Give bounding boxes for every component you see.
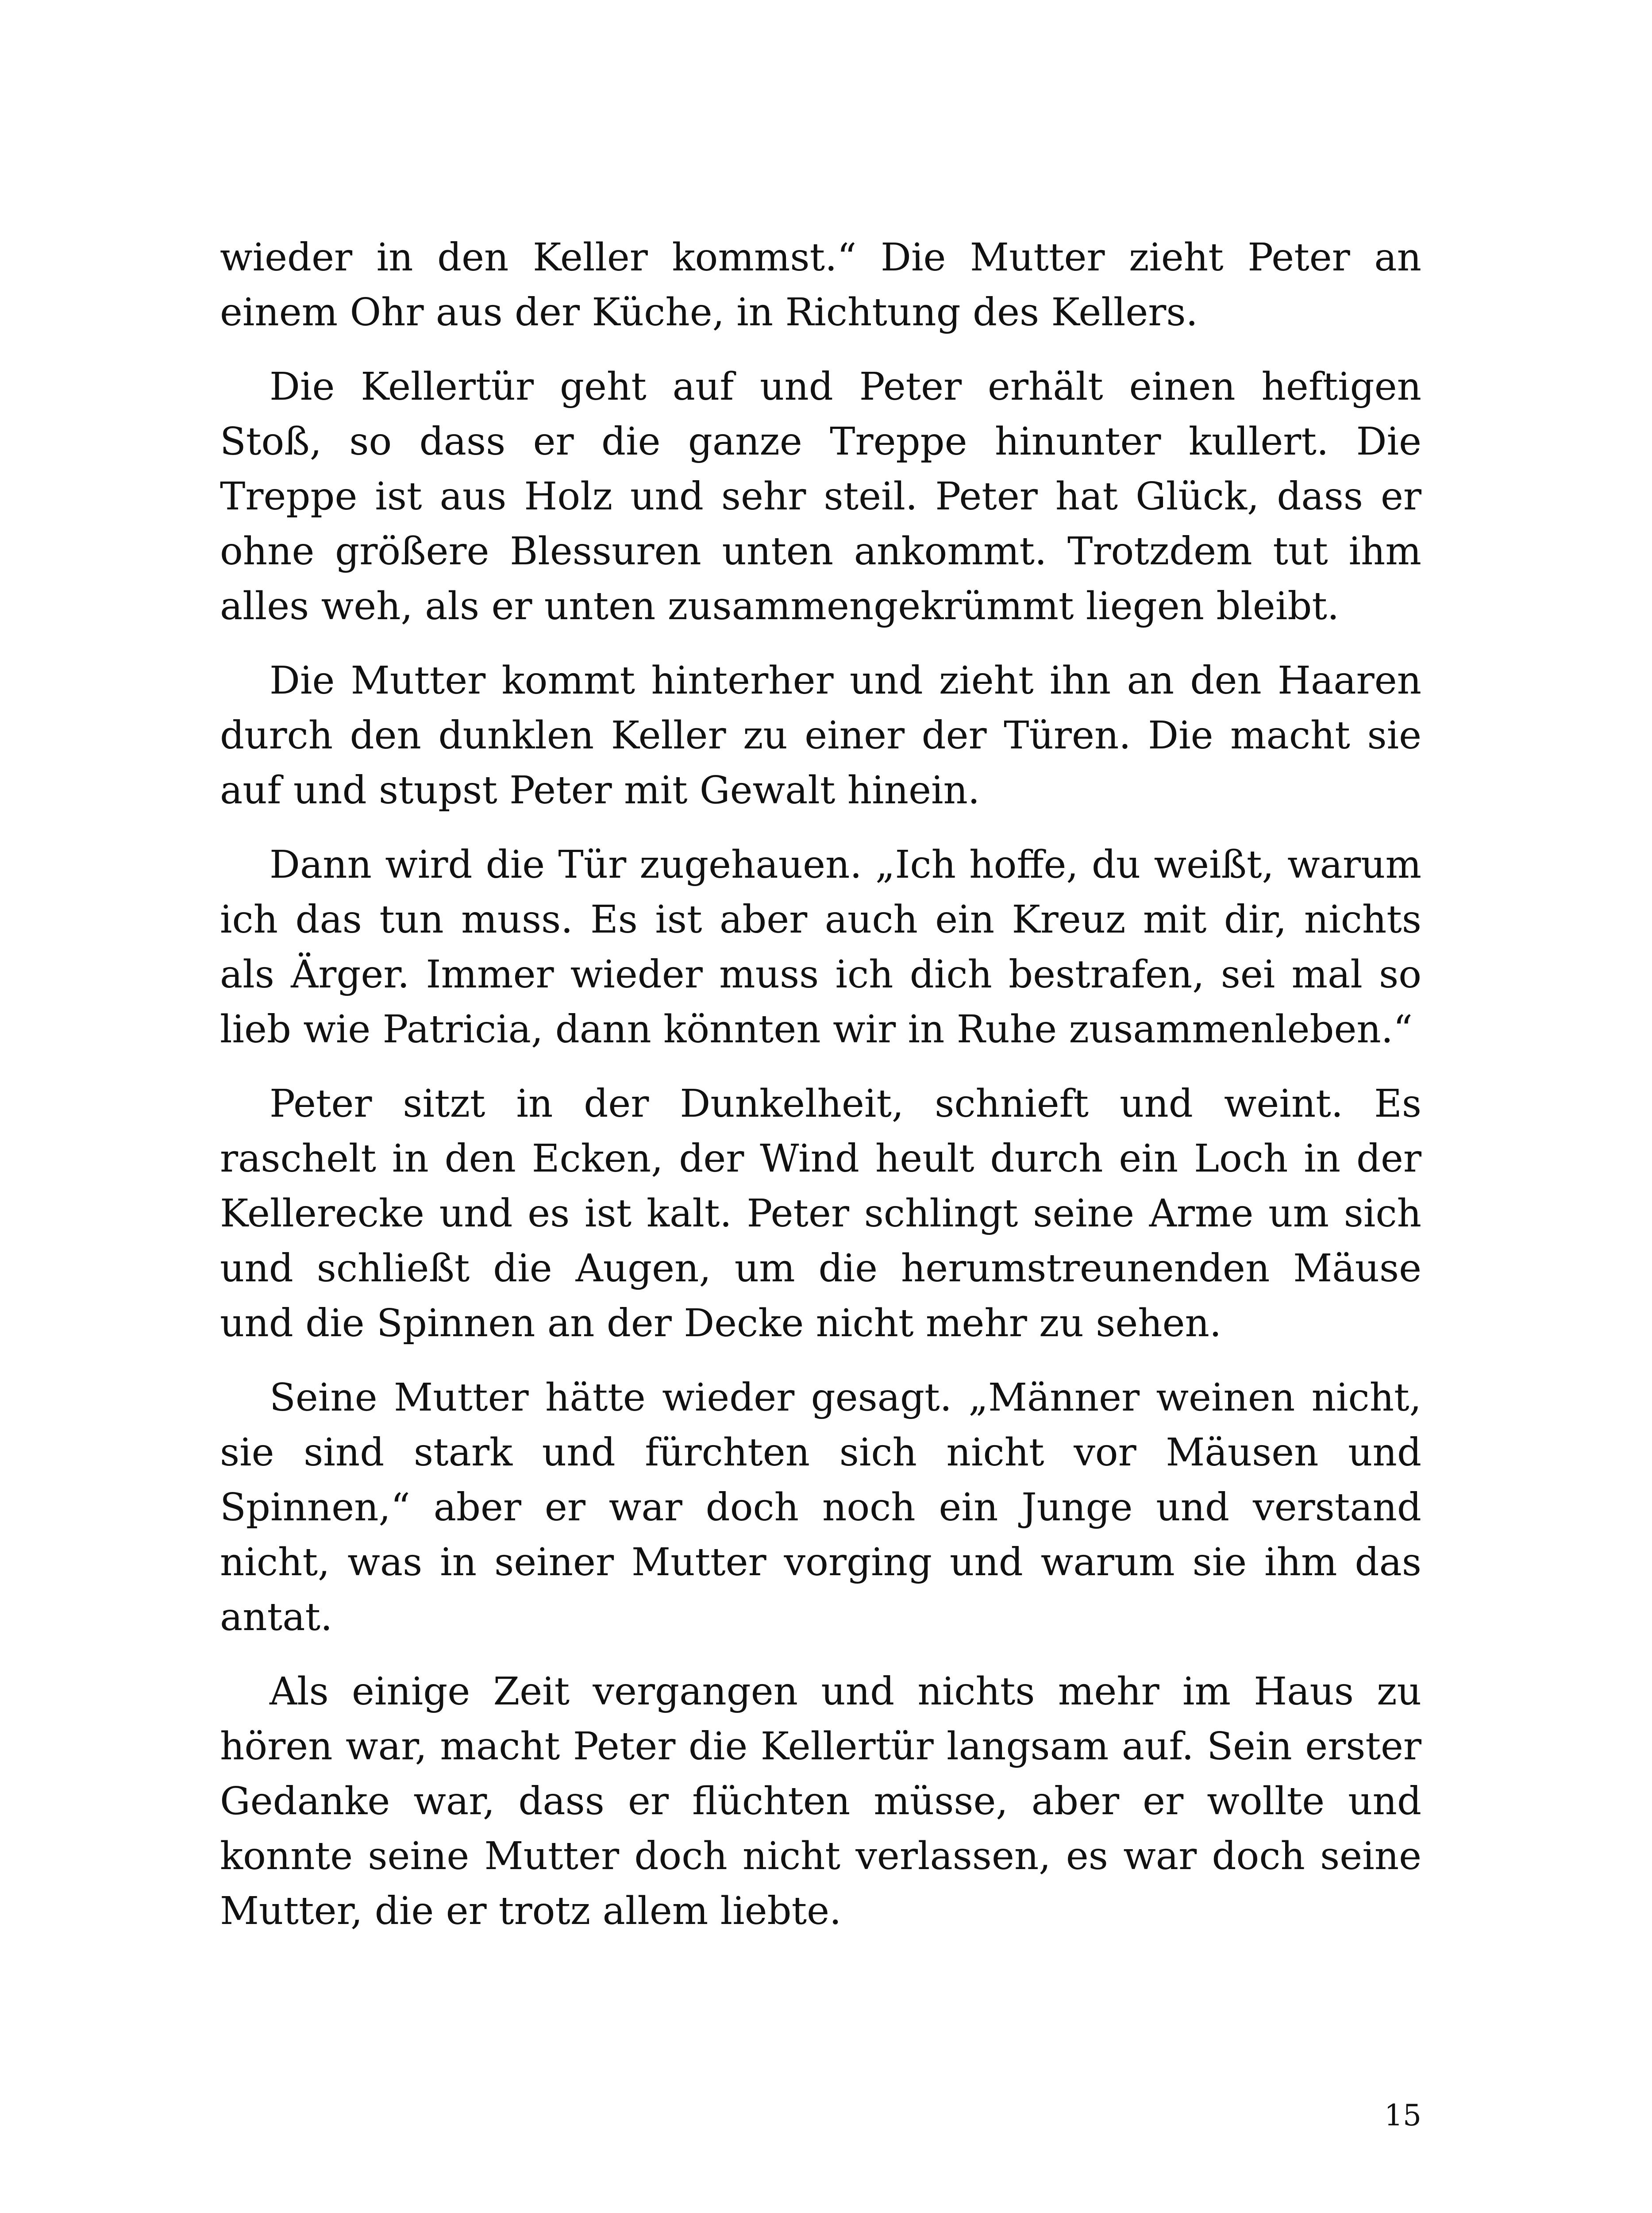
paragraph: Die Mutter kommt hinterher und zieht ihn an den Haaren durch den dunklen Keller zu einer der Türen. Die macht sie auf und stupst Peter mit Gewalt hinein. xyxy=(220,659,1421,813)
page-number: 15 xyxy=(1384,2098,1421,2132)
paragraph: Dann wird die Tür zugehauen. „Ich hoffe, du weißt, warum ich das tun muss. Es ist aber auch ein Kreuz mit dir, nichts als Ärger. Immer wieder muss ich dich bestrafen, sei mal so lieb wie Patricia, dann könnten wir in Ruhe zusammenleben.“ xyxy=(220,843,1421,1052)
body-text xyxy=(220,230,1421,1958)
paragraph: Die Kellertür geht auf und Peter erhält einen heftigen Stoß, so dass er die ganze Treppe hinunter kullert. Die Treppe ist aus Holz und sehr steil. Peter hat Glück, dass er ohne größere Blessuren unten ankommt. Trotzdem tut ihm alles weh, als er unten zusammengekrümmt liegen bleibt. xyxy=(220,365,1421,628)
paragraph: Peter sitzt in der Dunkelheit, schnieft und weint. Es raschelt in den Ecken, der Wind heult durch ein Loch in der Kellerecke und es ist kalt. Peter schlingt seine Arme um sich und schließt die Augen, um die herumstreunenden Mäuse und die Spinnen an der Decke nicht mehr zu sehen. xyxy=(220,1082,1421,1346)
paragraph: wieder in den Keller kommst.“ Die Mutter zieht Peter an einem Ohr aus der Küche, in Richtung des Kellers. xyxy=(220,235,1421,335)
paragraph: Seine Mutter hätte wieder gesagt. „Männer weinen nicht, sie sind stark und fürchten sich nicht vor Mäusen und Spinnen,“ aber er war doch noch ein Junge und verstand nicht, was in seiner Mutter vorging und warum sie ihm das antat. xyxy=(220,1376,1421,1639)
paragraph: Als einige Zeit vergangen und nichts mehr im Haus zu hören war, macht Peter die Kellertür langsam auf. Sein erster Gedanke war, dass er flüchten müsse, aber er wollte und konnte seine Mutter doch nicht verlassen, es war doch seine Mutter, die er trotz allem liebte. xyxy=(220,1669,1421,1933)
